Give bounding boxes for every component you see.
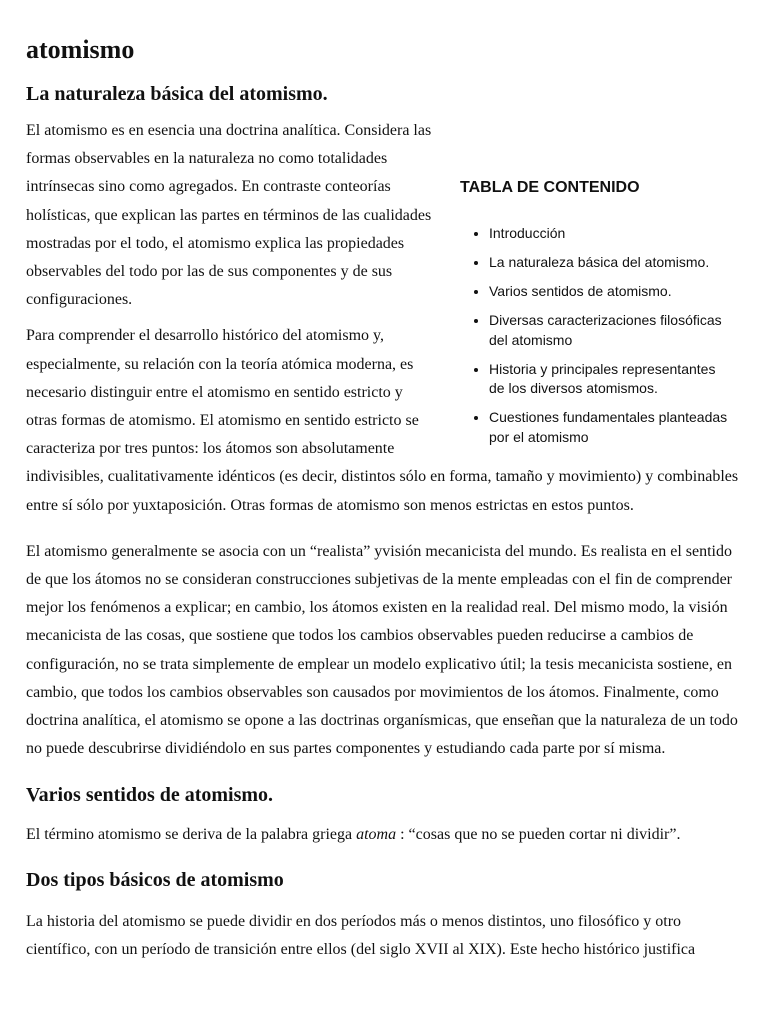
paragraph-naturaleza-1: El atomismo es en esencia una doctrina analítica. Considera las formas observables en la naturaleza no como totalidades intrínsecas sino como agregados. En contraste conteorías holísticas, que explican las partes en términos de las cualidades mostradas por el todo, el atomismo explica las propiedades observables del todo por las de sus componentes y de sus configuraciones. (26, 122, 432, 309)
paragraph-sentidos-1 (26, 821, 742, 849)
paragraph-tipos-1: La historia del atomismo se puede dividir en dos períodos más o menos distintos, uno filosófico y otro científico, con un período de transición entre ellos (del siglo XVII al XIX). Este hecho histórico justifica (26, 912, 696, 958)
table-of-contents (452, 178, 742, 457)
paragraph-sentidos-text-before: El término atomismo se deriva de la palabra griega (26, 826, 357, 844)
toc-item-naturaleza[interactable]: • La naturaleza básica del atomismo. (489, 253, 742, 273)
paragraph-naturaleza-2: Para comprender el desarrollo histórico del atomismo y, especialmente, su relación con la teoría atómica moderna, es necesario distinguir entre el atomismo en sentido estricto y otras formas de atomismo. El atomismo en sentido estricto se caracteriza por tres puntos: los átomos son absolutamente indivisibles, cualitativamente idénticos (es decir, distintos sólo en forma, tamaño y movimiento) y combinables entre sí sólo por yuxtaposición. Otras formas de atomismo son menos estrictas en estos puntos. (26, 327, 739, 514)
toc-item-sentidos[interactable]: • Varios sentidos de atomismo. (489, 282, 742, 302)
article (26, 0, 742, 964)
section-heading-tipos: Dos tipos básicos de atomismo (26, 868, 284, 891)
toc-item-historia[interactable]: • Historia y principales representantes de los diversos atomismos. (489, 360, 742, 399)
toc-item-cuestiones[interactable]: • Cuestiones fundamentales planteadas por el atomismo (489, 408, 742, 447)
paragraph-naturaleza-3: El atomismo generalmente se asocia con un “realista” yvisión mecanicista del mundo. Es realista en el sentido de que los átomos no se consideran construcciones subjetivas de la mente empleadas con el fin de comprender mejor los fenómenos a explicar; en cambio, los átomos existen en la realidad real. Del mismo modo, la visión mecanicista de las cosas, que sostiene que todos los cambios observables pueden reducirse a cambios de configuración, no se trata simplemente de emplear un modelo explicativo útil; la tesis mecanicista sostiene, en cambio, que todos los cambios observables son causados por movimientos de los átomos. Finalmente, como doctrina analítica, el atomismo se opone a las doctrinas organísmicas, que enseñan que la naturaleza de un todo no puede descubrirse dividiéndolo en sus partes componentes y estudiando cada parte por sí misma. (26, 542, 738, 758)
greek-term: atoma (356, 826, 397, 844)
toc-item-caracterizaciones[interactable]: • Diversas caracterizaciones filosóficas del atomismo (489, 311, 742, 350)
toc-list (452, 224, 742, 447)
toc-title: TABLA DE CONTENIDO (460, 179, 640, 196)
article-body (26, 0, 742, 964)
page-title: atomismo (26, 35, 135, 64)
section-heading-sentidos: Varios sentidos de atomismo. (26, 784, 274, 807)
section-heading-naturaleza: La naturaleza básica del atomismo. (26, 83, 328, 105)
paragraph-sentidos-text-after: : “cosas que no se pueden cortar ni dividir”. (396, 826, 681, 844)
toc-item-introduccion[interactable]: • Introducción (489, 224, 742, 244)
